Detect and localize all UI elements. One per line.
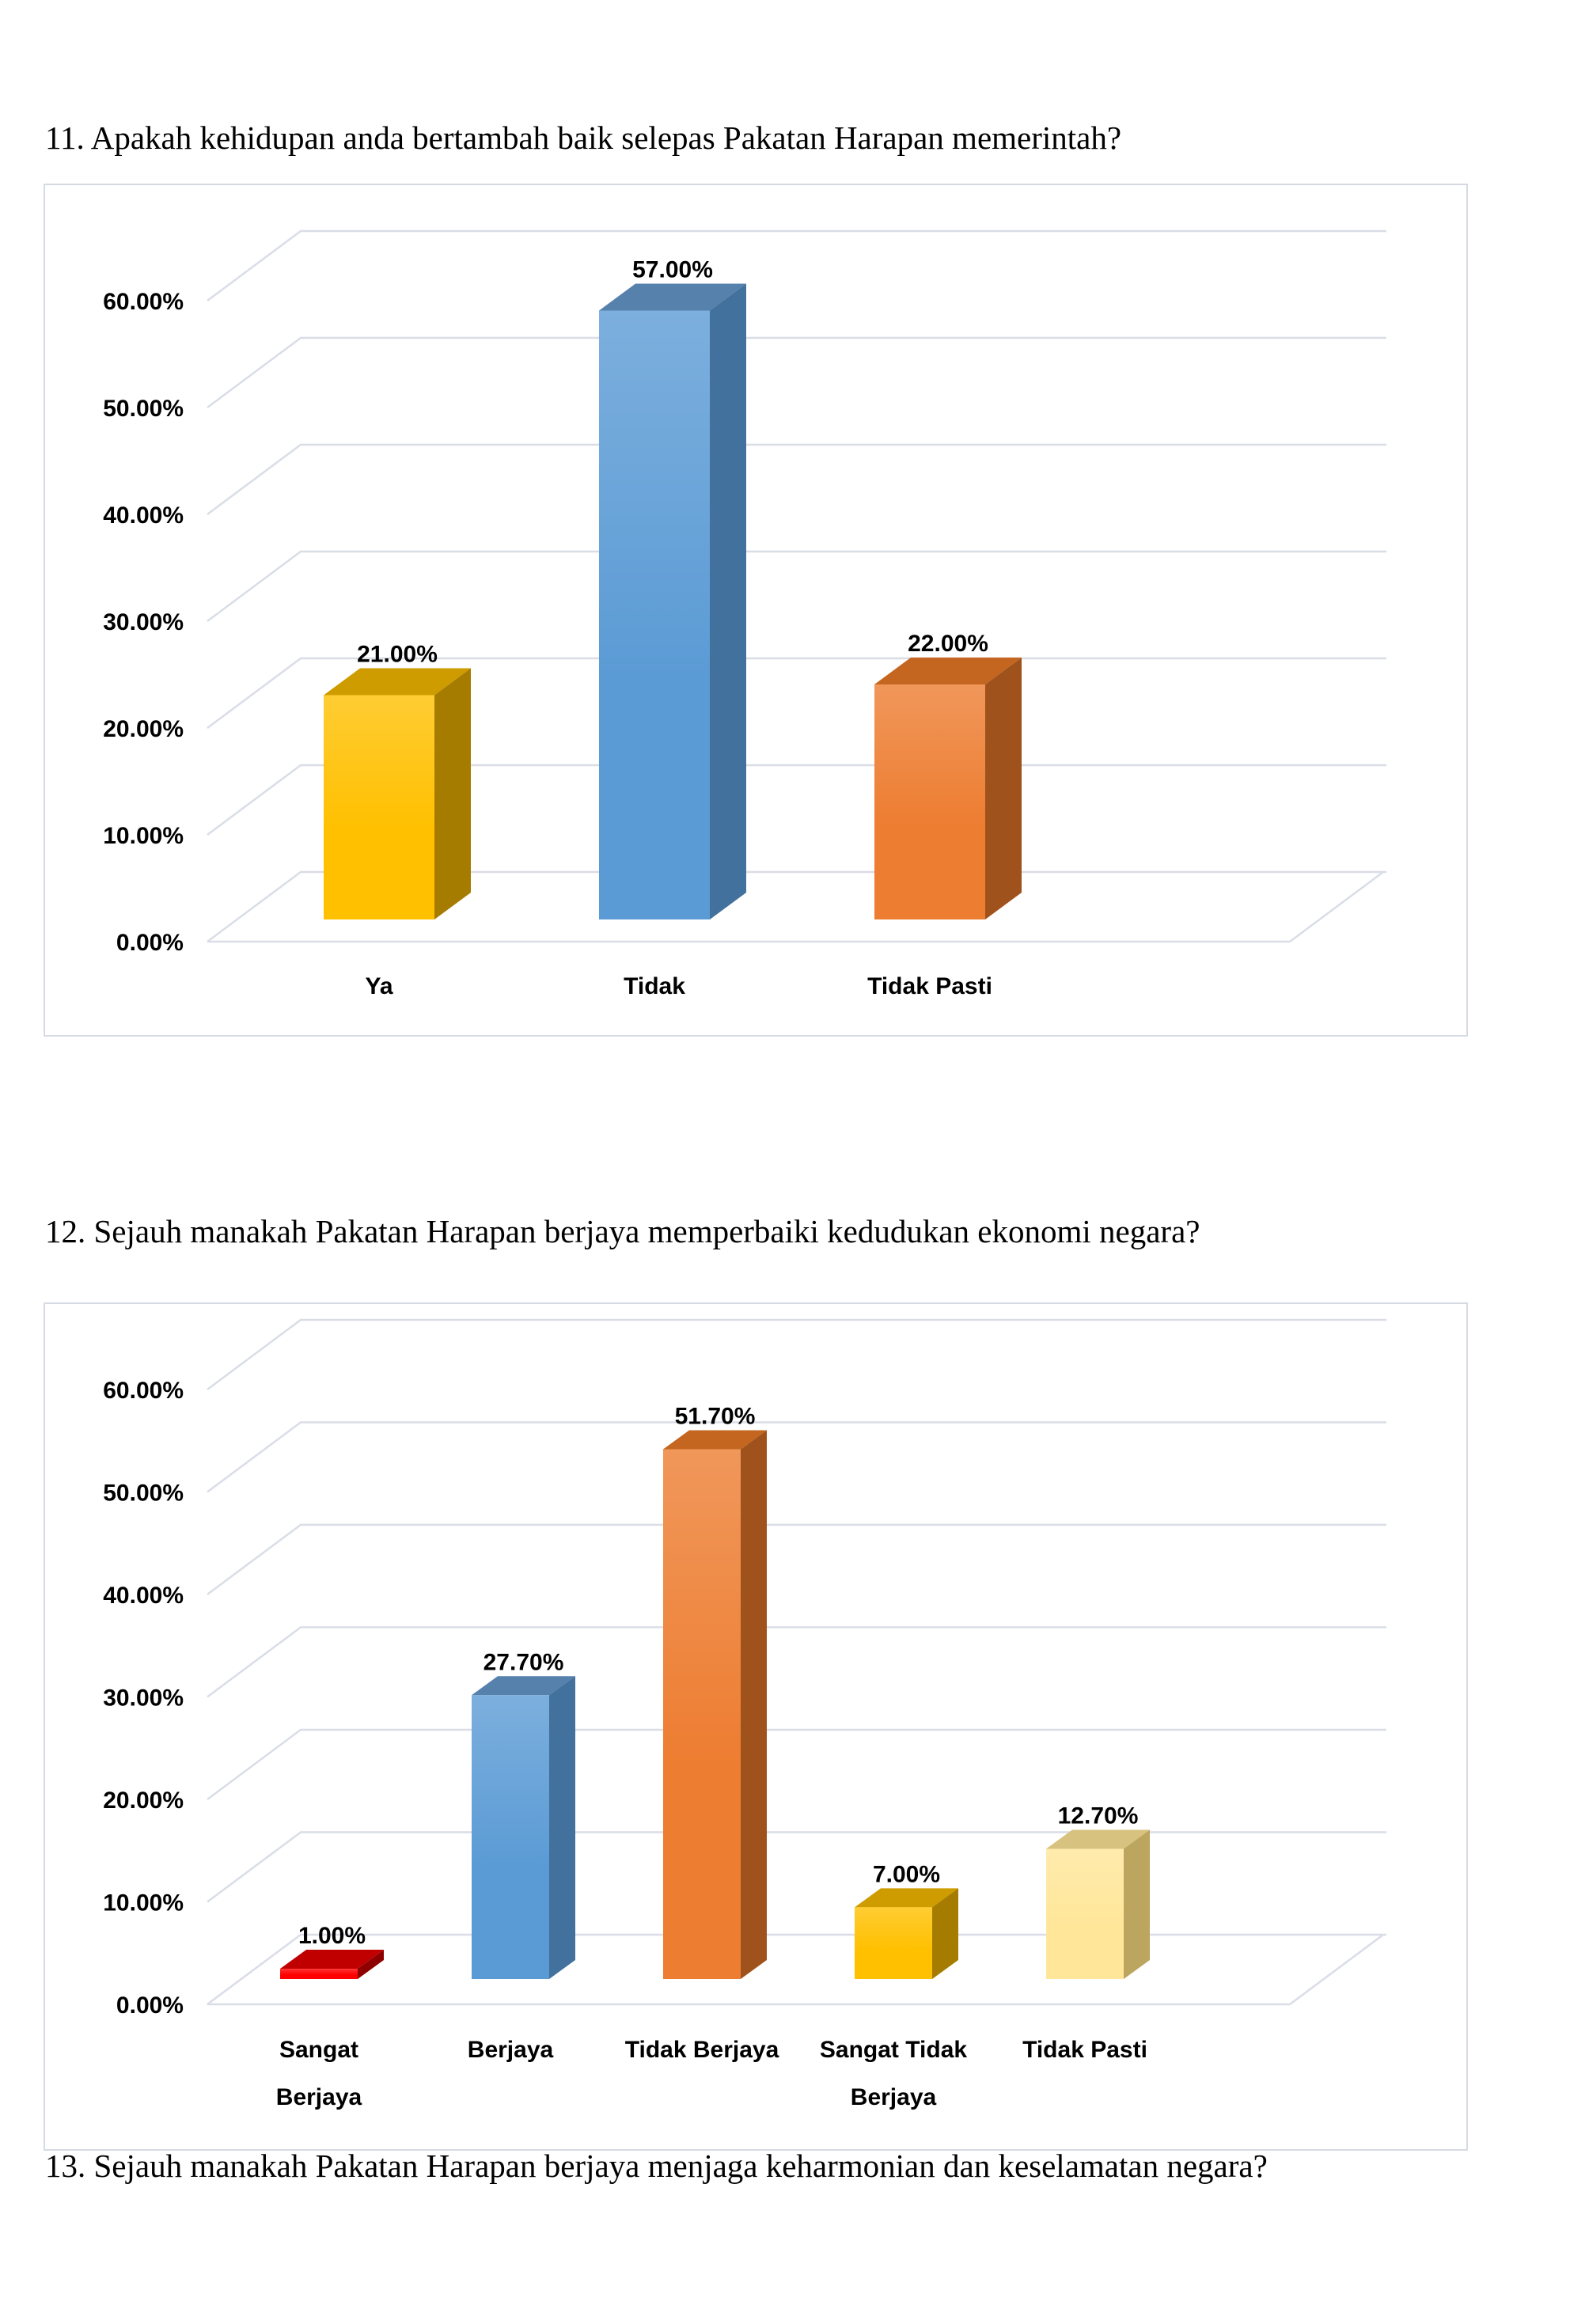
y-tick-label: 20.00% bbox=[103, 716, 184, 742]
bar-side-face bbox=[710, 284, 746, 920]
grid-line bbox=[207, 1935, 1386, 2004]
bar-3d bbox=[599, 284, 746, 920]
bar-side-face bbox=[549, 1676, 575, 1979]
grid-line bbox=[207, 1525, 1386, 1594]
category-label: Ya bbox=[365, 973, 393, 999]
category-label: Tidak Pasti bbox=[1022, 2037, 1147, 2063]
floor-right-edge bbox=[1290, 872, 1383, 942]
bar-3d bbox=[324, 669, 471, 920]
question-13-text: 13. Sejauh manakah Pakatan Harapan berjaya menjaga keharmonian dan keselamatan negara? bbox=[45, 2148, 1268, 2184]
bar-side-face bbox=[434, 669, 471, 920]
grid-line bbox=[207, 1833, 1386, 1902]
bar-chart-3d bbox=[44, 1302, 1468, 2151]
value-label: 22.00% bbox=[908, 631, 988, 657]
y-tick-label: 50.00% bbox=[103, 396, 184, 422]
grid-line bbox=[207, 1423, 1386, 1492]
y-tick-label: 10.00% bbox=[103, 1890, 184, 1916]
y-tick-label: 10.00% bbox=[103, 823, 184, 849]
bar-front-shine bbox=[280, 1969, 358, 1979]
question-12-text: 12. Sejauh manakah Pakatan Harapan berjaya memperbaiki kedudukan ekonomi negara? bbox=[45, 1213, 1200, 1249]
category-label: Berjaya bbox=[467, 2037, 554, 2063]
chart-border bbox=[44, 184, 1467, 1036]
y-tick-label: 50.00% bbox=[103, 1480, 184, 1507]
bar-side-face bbox=[1124, 1830, 1150, 1979]
bar-front-shine bbox=[855, 1907, 932, 1979]
y-tick-label: 30.00% bbox=[103, 1685, 184, 1712]
y-tick-label: 30.00% bbox=[103, 609, 184, 635]
category-label: Tidak Berjaya bbox=[624, 2037, 779, 2063]
chart-q12 bbox=[44, 1302, 1468, 2151]
value-label: 51.70% bbox=[674, 1403, 756, 1430]
floor-right-edge bbox=[1290, 1935, 1383, 2004]
category-label: Sangat bbox=[279, 2037, 359, 2063]
bar-front-shine bbox=[599, 311, 710, 920]
grid-line bbox=[207, 552, 1386, 621]
bar-3d bbox=[1046, 1830, 1150, 1979]
chart-q11 bbox=[44, 184, 1468, 1037]
category-label: Tidak Pasti bbox=[867, 973, 992, 999]
value-label: 7.00% bbox=[872, 1861, 941, 1888]
grid-line bbox=[207, 1628, 1386, 1697]
grid-line bbox=[207, 338, 1386, 408]
y-tick-label: 40.00% bbox=[103, 1583, 184, 1609]
value-label: 21.00% bbox=[357, 641, 438, 668]
y-tick-label: 60.00% bbox=[103, 1378, 184, 1404]
category-label: Berjaya bbox=[850, 2084, 937, 2110]
grid-line bbox=[207, 445, 1386, 514]
value-label: 1.00% bbox=[298, 1923, 366, 1950]
grid-line bbox=[207, 1320, 1386, 1389]
bar-front-shine bbox=[1046, 1849, 1124, 1979]
bar-3d bbox=[855, 1888, 958, 1979]
bar-side-face bbox=[985, 658, 1022, 919]
question-11-text: 11. Apakah kehidupan anda bertambah baik selepas Pakatan Harapan memerintah? bbox=[45, 119, 1122, 156]
value-label: 12.70% bbox=[1057, 1803, 1139, 1829]
bar-chart-3d bbox=[44, 184, 1468, 1037]
y-tick-label: 40.00% bbox=[103, 502, 184, 529]
grid-line bbox=[207, 231, 1386, 301]
category-label: Berjaya bbox=[275, 2084, 362, 2110]
bar-front-shine bbox=[324, 696, 434, 920]
value-label: 57.00% bbox=[632, 256, 713, 283]
category-label: Tidak bbox=[624, 973, 685, 999]
y-tick-label: 0.00% bbox=[116, 1992, 184, 2019]
y-tick-label: 60.00% bbox=[103, 289, 184, 315]
category-label: Sangat Tidak bbox=[819, 2037, 968, 2063]
y-tick-label: 0.00% bbox=[116, 930, 184, 956]
bar-front-shine bbox=[472, 1695, 549, 1979]
grid-line bbox=[207, 1730, 1386, 1799]
bar-3d bbox=[663, 1430, 767, 1979]
value-label: 27.70% bbox=[483, 1649, 564, 1676]
bar-3d bbox=[280, 1950, 384, 1979]
bar-front-shine bbox=[663, 1449, 741, 1979]
bar-3d bbox=[472, 1676, 575, 1979]
bar-3d bbox=[874, 658, 1022, 919]
bar-side-face bbox=[741, 1430, 767, 1979]
bar-front-shine bbox=[874, 684, 985, 919]
y-tick-label: 20.00% bbox=[103, 1788, 184, 1814]
